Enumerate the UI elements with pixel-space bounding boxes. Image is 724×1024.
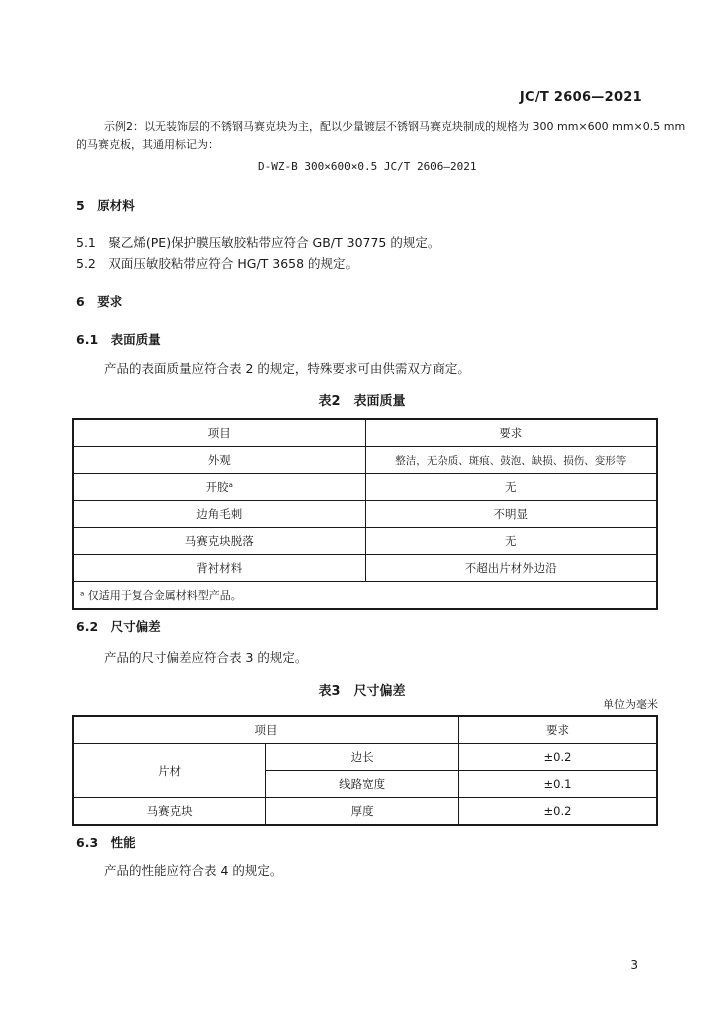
- requirement-cell: 整洁，无杂质、斑痕、鼓泡、缺损、损伤、变形等: [365, 447, 657, 474]
- header-item: 项目: [73, 716, 458, 744]
- section-6-2-title: 6.2 尺寸偏差: [76, 619, 161, 634]
- item-cell: 边角毛刺: [73, 501, 365, 528]
- table-row: [73, 447, 657, 474]
- table-row: [73, 528, 657, 555]
- header-item: 项目: [73, 419, 365, 447]
- item-cell: 马赛克块脱落: [73, 528, 365, 555]
- section-5-1: 5.1 聚乙烯(PE)保护膜压敏胶粘带应符合 GB/T 30775 的规定。: [76, 235, 441, 250]
- section-6-1-title: 6.1 表面质量: [76, 332, 161, 347]
- table-row: [73, 798, 657, 826]
- table-2-caption: 表2 表面质量: [318, 394, 406, 409]
- table-3-unit: 单位为毫米: [603, 698, 658, 711]
- section-6-title: 6 要求: [76, 294, 123, 309]
- example-code: D-WZ-B 300×600×0.5 JC/T 2606—2021: [258, 160, 477, 173]
- item-cell: 外观: [73, 447, 365, 474]
- item-cell: 背衬材料: [73, 555, 365, 582]
- requirement-cell: 无: [365, 528, 657, 555]
- example-line-1: 示例2：以无装饰层的不锈钢马赛克块为主，配以少量镀层不锈钢马赛克块制成的规格为 300 mm×600 mm×0.5 mm: [104, 120, 686, 133]
- requirement-cell: 不明显: [365, 501, 657, 528]
- requirement-cell: 无: [365, 474, 657, 501]
- section-6-2-text: 产品的尺寸偏差应符合表 3 的规定。: [104, 650, 308, 665]
- table-3-caption: 表3 尺寸偏差: [318, 684, 406, 699]
- page-number: 3: [630, 958, 638, 972]
- header-requirement: 要求: [458, 716, 657, 744]
- table-footnote: ᵃ 仅适用于复合金属材料型产品。: [73, 582, 657, 610]
- table-header-row: [73, 716, 657, 744]
- surface-quality-table: [72, 418, 658, 610]
- group-mosaic-block: 马赛克块: [73, 798, 266, 826]
- section-6-3-text: 产品的性能应符合表 4 的规定。: [104, 863, 283, 878]
- item-cell: 厚度: [266, 798, 459, 826]
- requirement-cell: ±0.2: [458, 798, 657, 826]
- requirement-cell: 不超出片材外边沿: [365, 555, 657, 582]
- table-row: [73, 555, 657, 582]
- table-header-row: [73, 419, 657, 447]
- table-row: [73, 501, 657, 528]
- requirement-cell: ±0.2: [458, 744, 657, 771]
- requirement-cell: ±0.1: [458, 771, 657, 798]
- table-footnote-row: [73, 582, 657, 610]
- document-code: JC/T 2606—2021: [519, 90, 642, 105]
- item-cell: 边长: [266, 744, 459, 771]
- section-6-1-text: 产品的表面质量应符合表 2 的规定，特殊要求可由供需双方商定。: [104, 361, 470, 376]
- table-row: [73, 474, 657, 501]
- example-line-2: 的马赛克板，其通用标记为：: [76, 138, 219, 151]
- table-row: [73, 744, 657, 771]
- group-sheet: 片材: [73, 744, 266, 798]
- item-cell: 线路宽度: [266, 771, 459, 798]
- section-5-2: 5.2 双面压敏胶粘带应符合 HG/T 3658 的规定。: [76, 256, 359, 271]
- item-cell: 开胶ᵃ: [73, 474, 365, 501]
- section-6-3-title: 6.3 性能: [76, 835, 136, 850]
- section-5-title: 5 原材料: [76, 198, 135, 213]
- header-requirement: 要求: [365, 419, 657, 447]
- dimension-deviation-table: [72, 715, 658, 826]
